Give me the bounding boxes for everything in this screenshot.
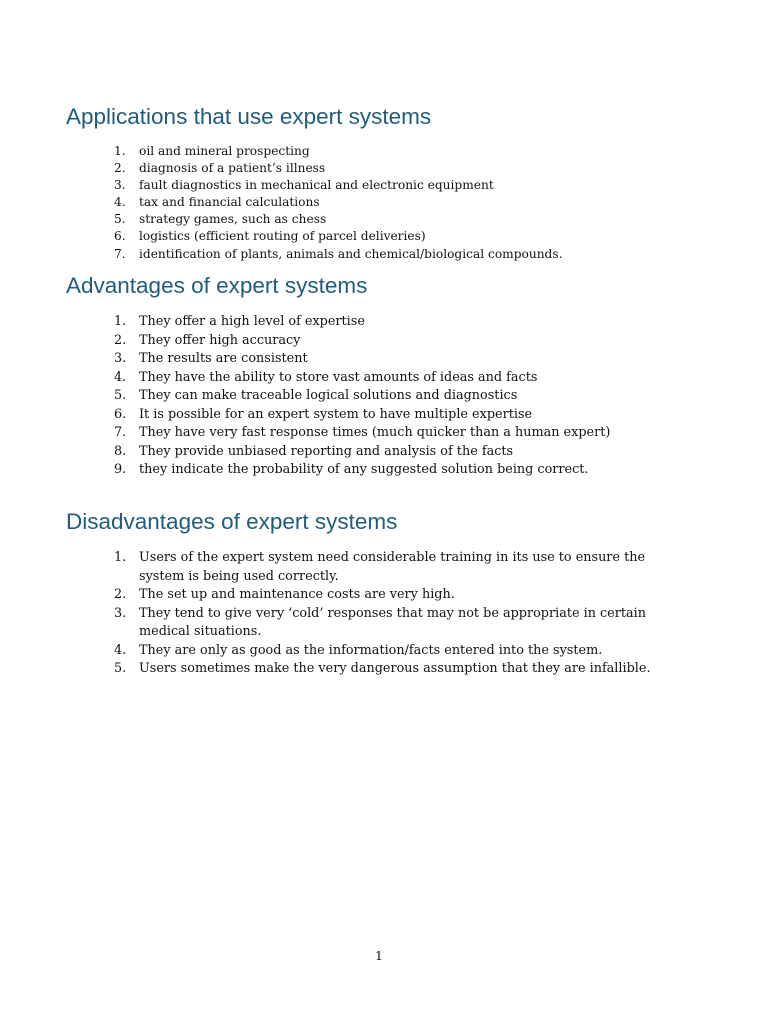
list-item <box>114 642 674 661</box>
list-number: 6. <box>114 229 126 244</box>
list-item <box>114 605 674 642</box>
list-number: 1. <box>114 144 126 158</box>
list-item <box>114 369 674 388</box>
list-item-text: fault diagnostics in mechanical and electronic equipment <box>139 178 494 193</box>
list-item <box>114 424 674 443</box>
list-number: 4. <box>114 369 127 385</box>
list-number: 3. <box>114 605 127 621</box>
list-item-text: They have very fast response times (much quicker than a human expert) <box>139 425 611 440</box>
list-item <box>114 660 674 679</box>
list-item-text: They can make traceable logical solutions and diagnostics <box>139 388 518 403</box>
list-number: 4. <box>114 642 127 658</box>
list-item <box>114 549 674 586</box>
list-item <box>114 406 674 425</box>
list-item <box>114 350 674 369</box>
list-item <box>114 228 674 245</box>
list-item-text: They are only as good as the information/facts entered into the system. <box>139 642 603 658</box>
advantages-list <box>114 313 674 480</box>
list-item-text: The results are consistent <box>139 351 308 366</box>
list-item-text: strategy games, such as chess <box>139 212 327 227</box>
list-item-text: logistics (efficient routing of parcel deliveries) <box>139 229 426 244</box>
list-item <box>114 387 674 406</box>
list-number: 9. <box>114 462 127 477</box>
section-heading-applications: Applications that use expert systems <box>66 104 432 129</box>
list-item-text: They have the ability to store vast amounts of ideas and facts <box>139 369 538 385</box>
list-item-text: They offer a high level of expertise <box>139 314 365 329</box>
list-number: 1. <box>114 314 127 329</box>
list-item-text: It is possible for an expert system to have multiple expertise <box>139 406 533 422</box>
list-item <box>114 194 674 211</box>
section-heading-disadvantages: Disadvantages of expert systems <box>66 509 398 534</box>
list-item <box>114 177 674 194</box>
list-item-text: Users sometimes make the very dangerous assumption that they are infallible. <box>139 661 651 676</box>
list-number: 7. <box>114 246 126 261</box>
list-item <box>114 313 674 332</box>
list-item-text: they indicate the probability of any suggested solution being correct. <box>139 462 589 477</box>
list-number: 8. <box>114 443 127 459</box>
list-number: 3. <box>114 351 127 366</box>
list-item-text: They offer high accuracy <box>139 332 301 348</box>
list-item <box>114 332 674 351</box>
list-item-text: Users of the expert system need considerable training in its use to ensure the system is being used correctly. <box>139 550 646 584</box>
list-number: 4. <box>114 195 126 210</box>
list-item-text: tax and financial calculations <box>139 195 320 210</box>
list-number: 6. <box>114 406 127 422</box>
list-number: 3. <box>114 178 126 193</box>
list-number: 2. <box>114 161 126 176</box>
page-number: 1 <box>375 948 383 963</box>
list-item <box>114 160 674 177</box>
list-item-text: identification of plants, animals and chemical/biological compounds. <box>139 246 563 261</box>
list-number: 5. <box>114 212 126 227</box>
list-number: 2. <box>114 332 127 348</box>
applications-list <box>114 143 674 263</box>
list-item <box>114 143 674 160</box>
disadvantages-list <box>114 549 674 679</box>
section-heading-advantages: Advantages of expert systems <box>66 273 368 298</box>
list-item <box>114 443 674 462</box>
list-number: 7. <box>114 425 127 440</box>
list-item <box>114 586 674 605</box>
list-item-text: They provide unbiased reporting and analysis of the facts <box>139 443 514 459</box>
list-number: 2. <box>114 587 127 602</box>
list-number: 5. <box>114 661 127 676</box>
list-item-text: oil and mineral prospecting <box>139 144 310 158</box>
list-item <box>114 461 674 480</box>
list-item <box>114 211 674 228</box>
list-number: 5. <box>114 388 127 403</box>
list-item <box>114 246 674 263</box>
list-item-text: The set up and maintenance costs are very high. <box>139 587 455 602</box>
list-item-text: They tend to give very ‘cold’ responses that may not be appropriate in certain medical situations. <box>139 605 646 639</box>
list-number: 1. <box>114 550 127 565</box>
list-item-text: diagnosis of a patient’s illness <box>139 161 326 176</box>
